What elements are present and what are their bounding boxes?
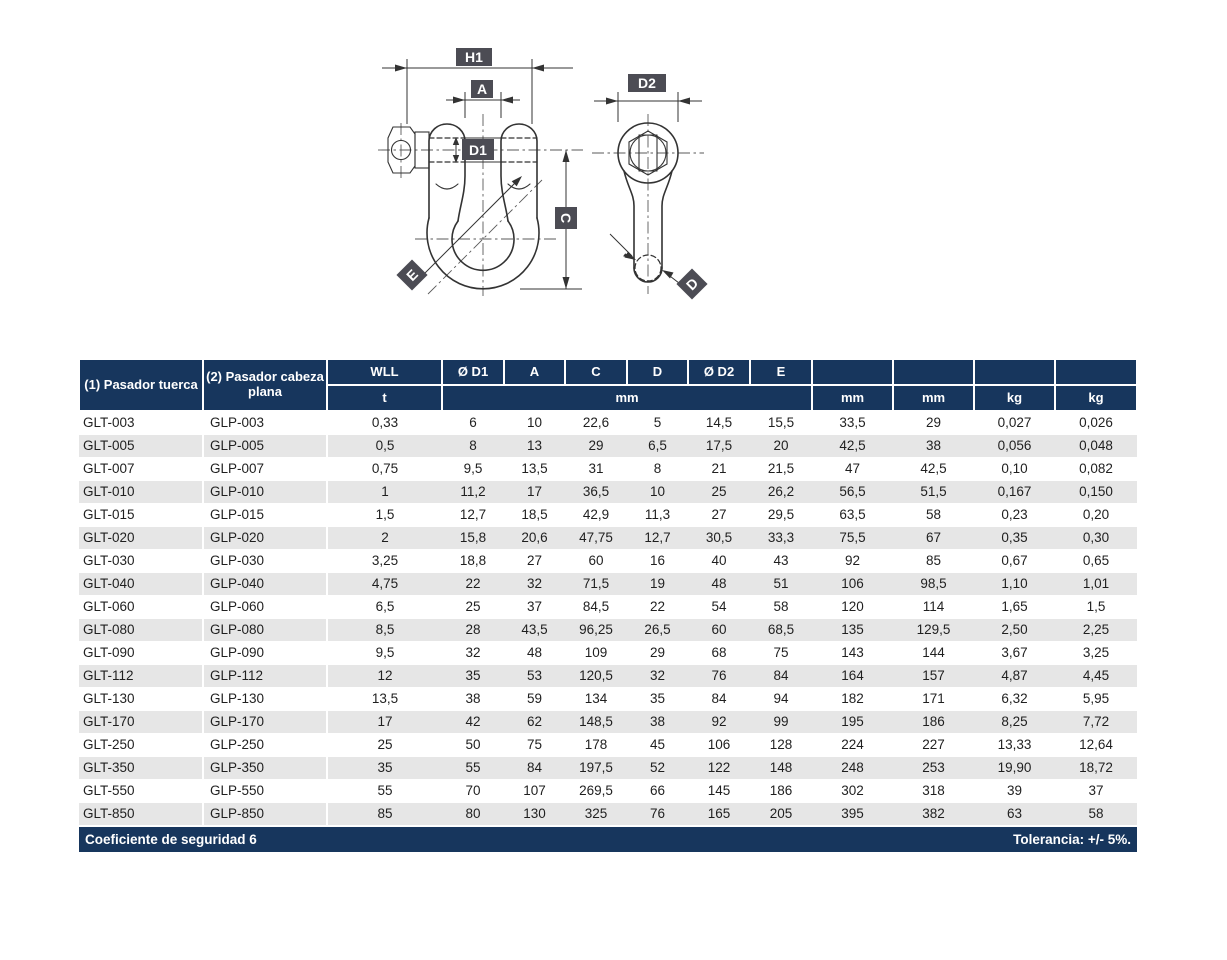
cell: GLP-010 bbox=[203, 481, 327, 504]
cell: 27 bbox=[688, 504, 750, 527]
cell: 17 bbox=[504, 481, 565, 504]
cell: GLT-040 bbox=[79, 573, 203, 596]
cell: 76 bbox=[688, 665, 750, 688]
technical-drawing bbox=[370, 28, 715, 300]
table-row bbox=[79, 688, 1137, 711]
header-c: C bbox=[565, 359, 627, 385]
cell: 37 bbox=[1055, 780, 1137, 803]
cell: 96,25 bbox=[565, 619, 627, 642]
cell: 8 bbox=[442, 435, 504, 458]
cell: 114 bbox=[893, 596, 974, 619]
table-body bbox=[79, 411, 1137, 826]
dim-label-a: A bbox=[476, 81, 488, 97]
header-d1: Ø D1 bbox=[442, 359, 504, 385]
unit-t: t bbox=[327, 385, 442, 411]
table-header bbox=[79, 359, 1137, 411]
table-row bbox=[79, 458, 1137, 481]
cell: GLT-130 bbox=[79, 688, 203, 711]
header-empty-1 bbox=[812, 359, 893, 385]
cell: 42,9 bbox=[565, 504, 627, 527]
cell: 143 bbox=[812, 642, 893, 665]
cell: 318 bbox=[893, 780, 974, 803]
cell: 157 bbox=[893, 665, 974, 688]
cell: 25 bbox=[442, 596, 504, 619]
cell: GLP-060 bbox=[203, 596, 327, 619]
cell: 1,5 bbox=[1055, 596, 1137, 619]
cell: GLT-080 bbox=[79, 619, 203, 642]
cell: 55 bbox=[442, 757, 504, 780]
cell: GLT-005 bbox=[79, 435, 203, 458]
cell: GLT-350 bbox=[79, 757, 203, 780]
table-row bbox=[79, 596, 1137, 619]
cell: 5,95 bbox=[1055, 688, 1137, 711]
cell: GLT-010 bbox=[79, 481, 203, 504]
cell: 68,5 bbox=[750, 619, 812, 642]
cell: GLT-250 bbox=[79, 734, 203, 757]
cell: 106 bbox=[688, 734, 750, 757]
cell: 13,5 bbox=[504, 458, 565, 481]
cell: 39 bbox=[974, 780, 1055, 803]
cell: 67 bbox=[893, 527, 974, 550]
cell: 51 bbox=[750, 573, 812, 596]
cell: 129,5 bbox=[893, 619, 974, 642]
cell: 0,167 bbox=[974, 481, 1055, 504]
cell: 29 bbox=[893, 411, 974, 435]
header-d: D bbox=[627, 359, 688, 385]
cell: 3,67 bbox=[974, 642, 1055, 665]
cell: 395 bbox=[812, 803, 893, 827]
cell: 51,5 bbox=[893, 481, 974, 504]
cell: 148,5 bbox=[565, 711, 627, 734]
cell: 22,6 bbox=[565, 411, 627, 435]
cell: GLP-850 bbox=[203, 803, 327, 827]
cell: 18,5 bbox=[504, 504, 565, 527]
cell: 58 bbox=[750, 596, 812, 619]
unit-mm-span: mm bbox=[442, 385, 812, 411]
cell: 59 bbox=[504, 688, 565, 711]
cell: 0,5 bbox=[327, 435, 442, 458]
cell: 84 bbox=[750, 665, 812, 688]
dim-label-d: D bbox=[682, 274, 702, 294]
cell: 0,026 bbox=[1055, 411, 1137, 435]
table-row bbox=[79, 504, 1137, 527]
cell: GLT-090 bbox=[79, 642, 203, 665]
cell: 11,3 bbox=[627, 504, 688, 527]
cell: GLP-007 bbox=[203, 458, 327, 481]
cell: 145 bbox=[688, 780, 750, 803]
cell: 227 bbox=[893, 734, 974, 757]
cell: GLT-060 bbox=[79, 596, 203, 619]
header-pasador-tuerca: (1) Pasador tuerca bbox=[79, 359, 203, 411]
cell: 30,5 bbox=[688, 527, 750, 550]
cell: GLT-170 bbox=[79, 711, 203, 734]
cell: 130 bbox=[504, 803, 565, 827]
cell: 8,25 bbox=[974, 711, 1055, 734]
cell: 63,5 bbox=[812, 504, 893, 527]
cell: 8 bbox=[627, 458, 688, 481]
cell: 0,67 bbox=[974, 550, 1055, 573]
header-empty-2 bbox=[893, 359, 974, 385]
cell: 11,2 bbox=[442, 481, 504, 504]
cell: 164 bbox=[812, 665, 893, 688]
cell: GLT-020 bbox=[79, 527, 203, 550]
table-row bbox=[79, 411, 1137, 435]
cell: 60 bbox=[688, 619, 750, 642]
cell: 27 bbox=[504, 550, 565, 573]
header-empty-3 bbox=[974, 359, 1055, 385]
cell: 178 bbox=[565, 734, 627, 757]
cell: 29 bbox=[565, 435, 627, 458]
cell: 48 bbox=[688, 573, 750, 596]
table-row bbox=[79, 527, 1137, 550]
table-footer bbox=[79, 826, 1137, 852]
cell: 6,32 bbox=[974, 688, 1055, 711]
cell: 43 bbox=[750, 550, 812, 573]
cell: 128 bbox=[750, 734, 812, 757]
table-row bbox=[79, 803, 1137, 827]
unit-mm-1: mm bbox=[812, 385, 893, 411]
cell: 21 bbox=[688, 458, 750, 481]
cell: 94 bbox=[750, 688, 812, 711]
dim-a bbox=[446, 80, 520, 118]
cell: 109 bbox=[565, 642, 627, 665]
cell: 35 bbox=[627, 688, 688, 711]
cell: 84 bbox=[504, 757, 565, 780]
cell: 54 bbox=[688, 596, 750, 619]
cell: 43,5 bbox=[504, 619, 565, 642]
dim-d bbox=[610, 234, 708, 300]
cell: 60 bbox=[565, 550, 627, 573]
table-row bbox=[79, 711, 1137, 734]
cell: 1,01 bbox=[1055, 573, 1137, 596]
cell: 6,5 bbox=[627, 435, 688, 458]
cell: 120,5 bbox=[565, 665, 627, 688]
cell: 12,64 bbox=[1055, 734, 1137, 757]
cell: 106 bbox=[812, 573, 893, 596]
cell: 58 bbox=[893, 504, 974, 527]
cell: 165 bbox=[688, 803, 750, 827]
cell: 48 bbox=[504, 642, 565, 665]
cell: 5 bbox=[627, 411, 688, 435]
cell: 32 bbox=[627, 665, 688, 688]
cell: 15,5 bbox=[750, 411, 812, 435]
cell: GLP-550 bbox=[203, 780, 327, 803]
cell: 3,25 bbox=[327, 550, 442, 573]
cell: 12,7 bbox=[627, 527, 688, 550]
cell: GLT-030 bbox=[79, 550, 203, 573]
cell: 35 bbox=[442, 665, 504, 688]
cell: 0,23 bbox=[974, 504, 1055, 527]
cell: 36,5 bbox=[565, 481, 627, 504]
cell: GLP-250 bbox=[203, 734, 327, 757]
table-row bbox=[79, 757, 1137, 780]
cell: 50 bbox=[442, 734, 504, 757]
cell: 20 bbox=[750, 435, 812, 458]
cell: 84 bbox=[688, 688, 750, 711]
cell: 56,5 bbox=[812, 481, 893, 504]
table-row bbox=[79, 573, 1137, 596]
cell: GLT-850 bbox=[79, 803, 203, 827]
cell: 71,5 bbox=[565, 573, 627, 596]
cell: GLP-090 bbox=[203, 642, 327, 665]
cell: 144 bbox=[893, 642, 974, 665]
table-row bbox=[79, 481, 1137, 504]
cell: 22 bbox=[442, 573, 504, 596]
table-row bbox=[79, 550, 1137, 573]
cell: 171 bbox=[893, 688, 974, 711]
unit-kg-1: kg bbox=[974, 385, 1055, 411]
cell: 38 bbox=[627, 711, 688, 734]
dim-label-d2: D2 bbox=[638, 75, 656, 91]
cell: 0,35 bbox=[974, 527, 1055, 550]
cell: 0,30 bbox=[1055, 527, 1137, 550]
table-row bbox=[79, 780, 1137, 803]
cell: 52 bbox=[627, 757, 688, 780]
cell: 10 bbox=[504, 411, 565, 435]
cell: 53 bbox=[504, 665, 565, 688]
cell: 0,150 bbox=[1055, 481, 1137, 504]
header-d2: Ø D2 bbox=[688, 359, 750, 385]
dim-label-e: E bbox=[403, 266, 421, 284]
cell: GLP-130 bbox=[203, 688, 327, 711]
table-row bbox=[79, 734, 1137, 757]
cell: GLP-020 bbox=[203, 527, 327, 550]
cell: 195 bbox=[812, 711, 893, 734]
cell: 25 bbox=[327, 734, 442, 757]
cell: 40 bbox=[688, 550, 750, 573]
cell: 1,5 bbox=[327, 504, 442, 527]
header-a: A bbox=[504, 359, 565, 385]
cell: 14,5 bbox=[688, 411, 750, 435]
header-empty-4 bbox=[1055, 359, 1137, 385]
cell: 186 bbox=[893, 711, 974, 734]
cell: 33,5 bbox=[812, 411, 893, 435]
cell: 18,72 bbox=[1055, 757, 1137, 780]
cell: 16 bbox=[627, 550, 688, 573]
table-row bbox=[79, 435, 1137, 458]
cell: 12 bbox=[327, 665, 442, 688]
cell: 47 bbox=[812, 458, 893, 481]
cell: 0,75 bbox=[327, 458, 442, 481]
cell: 4,45 bbox=[1055, 665, 1137, 688]
unit-mm-2: mm bbox=[893, 385, 974, 411]
cell: 19 bbox=[627, 573, 688, 596]
cell: 6 bbox=[442, 411, 504, 435]
cell: GLP-015 bbox=[203, 504, 327, 527]
cell: 19,90 bbox=[974, 757, 1055, 780]
cell: GLP-112 bbox=[203, 665, 327, 688]
cell: 21,5 bbox=[750, 458, 812, 481]
table-row bbox=[79, 665, 1137, 688]
cell: 0,056 bbox=[974, 435, 1055, 458]
cell: GLP-005 bbox=[203, 435, 327, 458]
center-lines bbox=[378, 114, 704, 296]
cell: 134 bbox=[565, 688, 627, 711]
dim-label-c: C bbox=[558, 212, 574, 224]
cell: 29 bbox=[627, 642, 688, 665]
cell: 13 bbox=[504, 435, 565, 458]
cell: 17 bbox=[327, 711, 442, 734]
cell: 47,75 bbox=[565, 527, 627, 550]
cell: GLP-030 bbox=[203, 550, 327, 573]
tolerance-note: Tolerancia: +/- 5%. bbox=[1013, 832, 1131, 847]
cell: 84,5 bbox=[565, 596, 627, 619]
cell: 7,72 bbox=[1055, 711, 1137, 734]
cell: 253 bbox=[893, 757, 974, 780]
cell: 3,25 bbox=[1055, 642, 1137, 665]
header-pasador-plana: (2) Pasador cabeza plana bbox=[203, 359, 327, 411]
cell: 382 bbox=[893, 803, 974, 827]
cell: GLP-080 bbox=[203, 619, 327, 642]
cell: 35 bbox=[327, 757, 442, 780]
cell: 75,5 bbox=[812, 527, 893, 550]
cell: 31 bbox=[565, 458, 627, 481]
table-row bbox=[79, 619, 1137, 642]
cell: 1 bbox=[327, 481, 442, 504]
cell: 98,5 bbox=[893, 573, 974, 596]
cell: 20,6 bbox=[504, 527, 565, 550]
cell: 75 bbox=[504, 734, 565, 757]
cell: 76 bbox=[627, 803, 688, 827]
cell: 38 bbox=[893, 435, 974, 458]
cell: 28 bbox=[442, 619, 504, 642]
cell: 38 bbox=[442, 688, 504, 711]
spec-table bbox=[78, 358, 1138, 852]
cell: GLP-040 bbox=[203, 573, 327, 596]
dim-label-h1: H1 bbox=[465, 49, 483, 65]
cell: GLT-015 bbox=[79, 504, 203, 527]
cell: GLT-550 bbox=[79, 780, 203, 803]
cell: 0,048 bbox=[1055, 435, 1137, 458]
cell: 13,5 bbox=[327, 688, 442, 711]
cell: 42,5 bbox=[893, 458, 974, 481]
cell: 2,25 bbox=[1055, 619, 1137, 642]
cell: GLT-007 bbox=[79, 458, 203, 481]
safety-factor-note: Coeficiente de seguridad 6 bbox=[85, 832, 257, 847]
cell: GLT-003 bbox=[79, 411, 203, 435]
cell: 70 bbox=[442, 780, 504, 803]
cell: 107 bbox=[504, 780, 565, 803]
cell: 0,10 bbox=[974, 458, 1055, 481]
cell: 9,5 bbox=[442, 458, 504, 481]
cell: 26,2 bbox=[750, 481, 812, 504]
cell: 8,5 bbox=[327, 619, 442, 642]
cell: 182 bbox=[812, 688, 893, 711]
cell: 2,50 bbox=[974, 619, 1055, 642]
cell: 62 bbox=[504, 711, 565, 734]
cell: GLP-350 bbox=[203, 757, 327, 780]
cell: 224 bbox=[812, 734, 893, 757]
cell: 10 bbox=[627, 481, 688, 504]
cell: 248 bbox=[812, 757, 893, 780]
cell: 135 bbox=[812, 619, 893, 642]
cell: 325 bbox=[565, 803, 627, 827]
cell: 12,7 bbox=[442, 504, 504, 527]
cell: 148 bbox=[750, 757, 812, 780]
cell: 66 bbox=[627, 780, 688, 803]
cell: 0,082 bbox=[1055, 458, 1137, 481]
cell: 6,5 bbox=[327, 596, 442, 619]
header-e: E bbox=[750, 359, 812, 385]
cell: 92 bbox=[812, 550, 893, 573]
cell: 4,75 bbox=[327, 573, 442, 596]
cell: 29,5 bbox=[750, 504, 812, 527]
cell: 13,33 bbox=[974, 734, 1055, 757]
cell: 205 bbox=[750, 803, 812, 827]
cell: 99 bbox=[750, 711, 812, 734]
cell: 197,5 bbox=[565, 757, 627, 780]
unit-kg-2: kg bbox=[1055, 385, 1137, 411]
cell: 22 bbox=[627, 596, 688, 619]
cell: 85 bbox=[893, 550, 974, 573]
cell: 26,5 bbox=[627, 619, 688, 642]
dim-label-d1: D1 bbox=[469, 142, 487, 158]
cell: 15,8 bbox=[442, 527, 504, 550]
cell: 302 bbox=[812, 780, 893, 803]
cell: 122 bbox=[688, 757, 750, 780]
cell: 55 bbox=[327, 780, 442, 803]
cell: 42 bbox=[442, 711, 504, 734]
cell: 0,33 bbox=[327, 411, 442, 435]
cell: 0,65 bbox=[1055, 550, 1137, 573]
cell: 18,8 bbox=[442, 550, 504, 573]
cell: 37 bbox=[504, 596, 565, 619]
cell: 1,10 bbox=[974, 573, 1055, 596]
header-wll: WLL bbox=[327, 359, 442, 385]
cell: 0,20 bbox=[1055, 504, 1137, 527]
cell: 80 bbox=[442, 803, 504, 827]
cell: 32 bbox=[504, 573, 565, 596]
dim-c bbox=[520, 150, 582, 289]
cell: 186 bbox=[750, 780, 812, 803]
cell: 25 bbox=[688, 481, 750, 504]
cell: 9,5 bbox=[327, 642, 442, 665]
cell: 17,5 bbox=[688, 435, 750, 458]
cell: 75 bbox=[750, 642, 812, 665]
cell: 33,3 bbox=[750, 527, 812, 550]
table-row bbox=[79, 642, 1137, 665]
cell: 1,65 bbox=[974, 596, 1055, 619]
cell: 68 bbox=[688, 642, 750, 665]
cell: 58 bbox=[1055, 803, 1137, 827]
cell: 120 bbox=[812, 596, 893, 619]
cell: 32 bbox=[442, 642, 504, 665]
cell: GLP-003 bbox=[203, 411, 327, 435]
cell: GLP-170 bbox=[203, 711, 327, 734]
cell: 0,027 bbox=[974, 411, 1055, 435]
cell: 42,5 bbox=[812, 435, 893, 458]
cell: 45 bbox=[627, 734, 688, 757]
cell: GLT-112 bbox=[79, 665, 203, 688]
cell: 4,87 bbox=[974, 665, 1055, 688]
cell: 85 bbox=[327, 803, 442, 827]
cell: 63 bbox=[974, 803, 1055, 827]
cell: 269,5 bbox=[565, 780, 627, 803]
cell: 92 bbox=[688, 711, 750, 734]
cell: 2 bbox=[327, 527, 442, 550]
